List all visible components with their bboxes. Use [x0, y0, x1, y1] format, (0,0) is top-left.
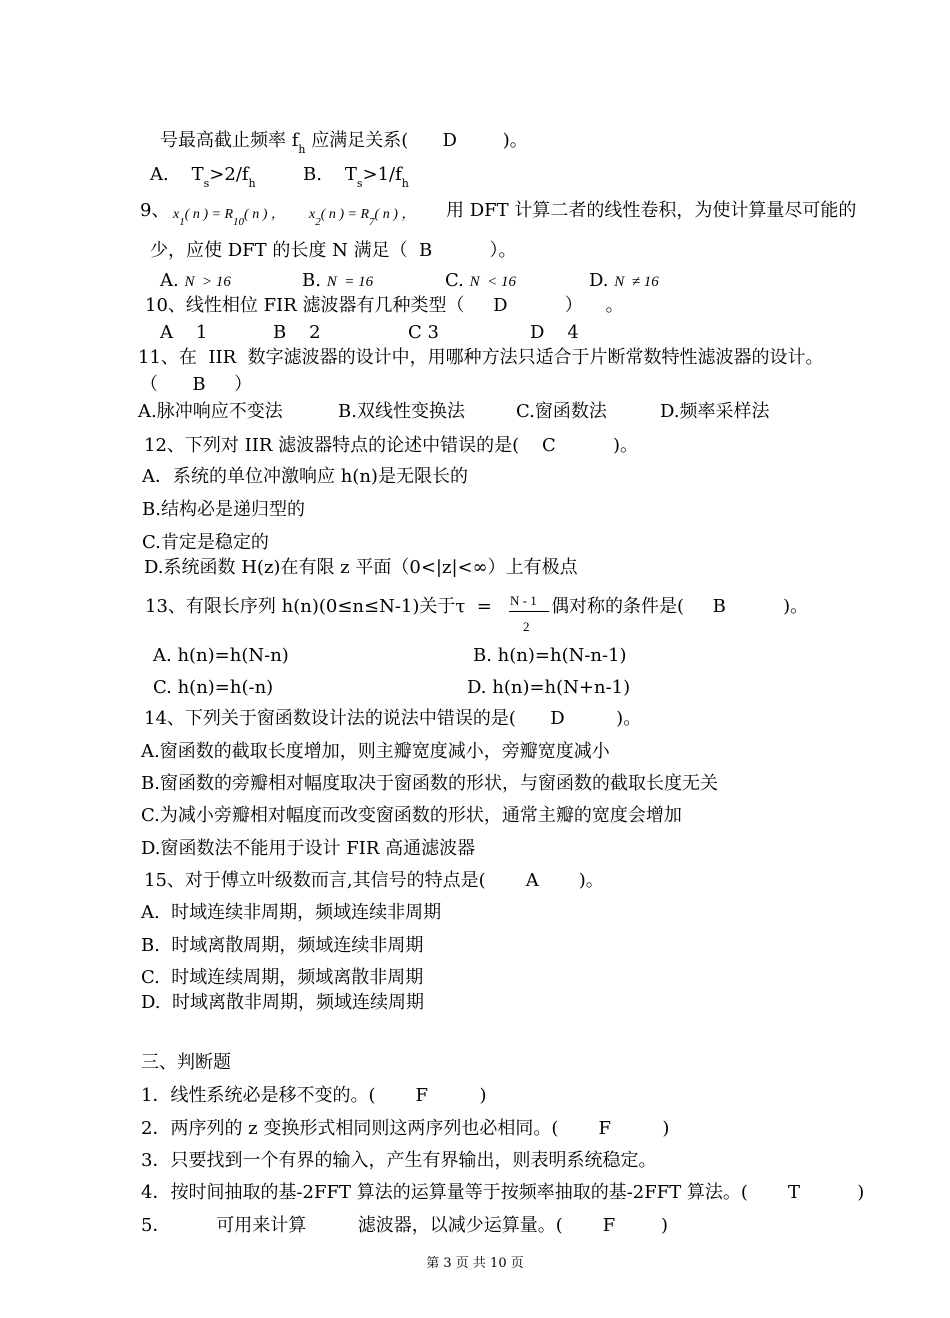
q11-option-d: D.频率采样法: [660, 401, 770, 422]
q12-option-b: B.结构必是递归型的: [142, 499, 305, 520]
judgement-item-5: 5． 可用来计算 滤波器，以减少运算量。( F ): [141, 1215, 669, 1236]
q9-option-c: C. N < 16: [445, 270, 516, 291]
q9-stem-a: 用 DFT 计算二者的线性卷积，为使计算量尽可能的: [446, 200, 857, 221]
judgement-item-4: 4．按时间抽取的基-2FFT 算法的运算量等于按频率抽取的基-2FFT 算法。( T ): [141, 1182, 865, 1203]
q13-option-d: D. h(n)=h(N+n-1): [467, 677, 631, 698]
section-title-judgement: 三、判断题: [141, 1052, 231, 1073]
q11-option-b: B.双线性变换法: [338, 401, 465, 422]
q10-option-d: D 4: [530, 322, 579, 343]
q14-stem: 14、下列关于窗函数设计法的说法中错误的是( D )。: [144, 708, 642, 729]
q9-option-d: D. N ≠ 16: [589, 270, 659, 291]
q9-number: 9、: [140, 200, 170, 221]
q12-stem: 12、下列对 IIR 滤波器特点的论述中错误的是( C )。: [144, 435, 639, 456]
q14-option-b: B.窗函数的旁瓣相对幅度取决于窗函数的形状，与窗函数的截取长度无关: [141, 773, 718, 794]
q15-option-a: A. 时域连续非周期，频域连续非周期: [141, 902, 442, 923]
q11-answer: （ B ）: [140, 374, 253, 395]
judgement-item-3: 3．只要找到一个有界的输入，产生有界输出，则表明系统稳定。: [141, 1150, 657, 1171]
q10-option-a: A 1: [160, 322, 208, 343]
q9-x2-expr: $x_2$( n ) = $R_7$( n ) ，: [309, 207, 416, 228]
q13-stem-b: 偶对称的条件是( B )。: [551, 596, 809, 617]
q8-option-b: B. $T_s>1/f_h$: [303, 164, 409, 190]
q14-option-a: A.窗函数的截取长度增加，则主瓣宽度减小，旁瓣宽度减小: [141, 741, 610, 762]
page-footer: 第 3 页 共 10 页: [426, 1256, 524, 1271]
q14-option-d: D.窗函数法不能用于设计 FIR 高通滤波器: [141, 838, 476, 859]
q15-option-d: D. 时域离散非周期，频域连续周期: [141, 992, 424, 1013]
q15-stem: 15、对于傅立叶级数而言,其信号的特点是( A )。: [144, 870, 604, 891]
q15-option-c: C. 时域连续周期，频域离散非周期: [141, 967, 424, 988]
q11-option-a: A.脉冲响应不变法: [138, 401, 283, 422]
judgement-item-1: 1．线性系统必是移不变的。( F ): [141, 1085, 487, 1106]
q13-option-a: A. h(n)=h(N-n): [153, 645, 289, 666]
q11-stem: 11、在 IIR 数字滤波器的设计中，用哪种方法只适合于片断常数特性滤波器的设计。: [138, 347, 824, 368]
q12-option-c: C.肯定是稳定的: [142, 532, 269, 553]
q13-option-b: B. h(n)=h(N-n-1): [473, 645, 627, 666]
q10-stem: 10、线性相位 FIR 滤波器有几种类型（ D ） 。: [145, 295, 624, 316]
q9-x1-expr: $x_1$( n ) = $R_{10}$( n ) ，: [173, 207, 285, 228]
q13-fraction-bar: [509, 611, 549, 612]
judgement-item-2: 2．两序列的 z 变换形式相同则这两序列也必相同。( F ): [141, 1118, 670, 1139]
q12-option-d: D.系统函数 H(z)在有限 z 平面（0<|z|<∞）上有极点: [144, 557, 578, 578]
q13-option-c: C. h(n)=h(-n): [153, 677, 274, 698]
q10-option-b: B 2: [273, 322, 321, 343]
q13-stem-a: 13、有限长序列 h(n)(0≤n≤N-1)关于τ =: [145, 596, 492, 617]
q13-fraction-numerator: N - 1: [510, 593, 537, 608]
q12-option-a: A．系统的单位冲激响应 h(n)是无限长的: [142, 466, 468, 487]
q8-option-a: A. $T_s>2/f_h$: [150, 164, 256, 190]
q14-option-c: C.为减小旁瓣相对幅度而改变窗函数的形状，通常主瓣的宽度会增加: [141, 805, 682, 826]
q10-option-c: C 3: [408, 322, 439, 343]
q9-option-b: B. N = 16: [302, 270, 374, 291]
q13-fraction-denominator: 2: [523, 619, 530, 634]
q15-option-b: B. 时域离散周期，频域连续非周期: [141, 935, 424, 956]
q11-option-c: C.窗函数法: [516, 401, 607, 422]
q9-option-a: A. N > 16: [160, 270, 231, 291]
q8-stem: 号最高截止频率 $f_h$ 应满足关系( D )。: [160, 130, 528, 156]
q9-stem-b: 少，应使 DFT 的长度 N 满足（ B ）。: [150, 240, 517, 261]
